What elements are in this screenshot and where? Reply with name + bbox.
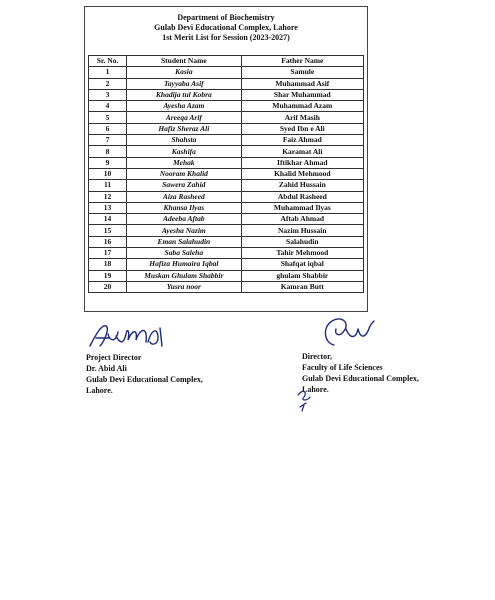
father-name-cell: Kamran Butt	[241, 281, 363, 292]
table-row	[89, 214, 364, 225]
table-row	[89, 157, 364, 168]
table-row	[89, 168, 364, 179]
father-name-cell: Shar Muhammad	[241, 89, 363, 100]
column-header-student-name: Student Name	[127, 56, 242, 67]
student-name-cell: Ayesha Azam	[127, 101, 242, 112]
table-row	[89, 146, 364, 157]
sr-no-cell: 19	[89, 270, 127, 281]
sr-no-cell: 12	[89, 191, 127, 202]
column-header-sr-no: Sr. No.	[89, 56, 127, 67]
table-row	[89, 101, 364, 112]
merit-list-title: 1st Merit List for Session (2023-2027)	[162, 33, 290, 42]
student-name-cell: Kasia	[127, 67, 242, 78]
sr-no-cell: 6	[89, 123, 127, 134]
father-name-cell: Iftikhar Ahmad	[241, 157, 363, 168]
student-name-cell: Areeqa Arif	[127, 112, 242, 123]
student-name-cell: Aiza Rasheed	[127, 191, 242, 202]
left-signer-name: Dr. Abid Ali	[86, 364, 127, 373]
student-name-cell: Yusra noor	[127, 281, 242, 292]
father-name-cell: Arif Masih	[241, 112, 363, 123]
table-row	[89, 270, 364, 281]
father-name-cell: Zahid Hussain	[241, 180, 363, 191]
sr-no-cell: 9	[89, 157, 127, 168]
table-row	[89, 78, 364, 89]
student-name-cell: Hafiza Humaira Iqbal	[127, 259, 242, 270]
table-row	[89, 89, 364, 100]
student-name-cell: Eman Salahudin	[127, 236, 242, 247]
sr-no-cell: 1	[89, 67, 127, 78]
table-row	[89, 259, 364, 270]
father-name-cell: Tahir Mehmood	[241, 248, 363, 259]
table-row	[89, 225, 364, 236]
merit-table	[88, 55, 364, 293]
sr-no-cell: 13	[89, 202, 127, 213]
table-row	[89, 191, 364, 202]
director-signature	[316, 315, 406, 351]
sr-no-cell: 17	[89, 248, 127, 259]
table-row	[89, 135, 364, 146]
father-name-cell: Muhammad Azam	[241, 101, 363, 112]
student-name-cell: Sawera Zahid	[127, 180, 242, 191]
student-name-cell: Khansa Ilyas	[127, 202, 242, 213]
student-name-cell: Nooram Khalid	[127, 168, 242, 179]
sr-no-cell: 3	[89, 89, 127, 100]
right-signer-city: Lahore.	[302, 385, 329, 394]
student-name-cell: Mehak	[127, 157, 242, 168]
document-header	[85, 13, 367, 43]
column-header-father-name: Father Name	[241, 56, 363, 67]
student-name-cell: Kashifa	[127, 146, 242, 157]
father-name-cell: ghulam Shabbir	[241, 270, 363, 281]
father-name-cell: Syed Ibn e Ali	[241, 123, 363, 134]
father-name-cell: Shafqat iqbal	[241, 259, 363, 270]
sr-no-cell: 5	[89, 112, 127, 123]
sr-no-cell: 16	[89, 236, 127, 247]
sr-no-cell: 14	[89, 214, 127, 225]
sr-no-cell: 2	[89, 78, 127, 89]
director-signature-block	[302, 315, 492, 395]
father-name-cell: Faiz Ahmad	[241, 135, 363, 146]
table-row	[89, 180, 364, 191]
father-name-cell: Abdul Rasheed	[241, 191, 363, 202]
father-name-cell: Salahudin	[241, 236, 363, 247]
sr-no-cell: 7	[89, 135, 127, 146]
father-name-cell: Muhammad Asif	[241, 78, 363, 89]
right-signer-dept: Faculty of Life Sciences	[302, 363, 383, 372]
institution-title: Gulab Devi Educational Complex, Lahore	[154, 23, 298, 32]
table-row	[89, 248, 364, 259]
father-name-cell: Karamat Ali	[241, 146, 363, 157]
student-name-cell: Saba Saleha	[127, 248, 242, 259]
table-row	[89, 112, 364, 123]
sr-no-cell: 18	[89, 259, 127, 270]
sr-no-cell: 20	[89, 281, 127, 292]
father-name-cell: Muhammad Ilyas	[241, 202, 363, 213]
sr-no-cell: 10	[89, 168, 127, 179]
student-name-cell: Muskan Ghulam Shabbir	[127, 270, 242, 281]
student-name-cell: Adeeba Aftab	[127, 214, 242, 225]
father-name-cell: Nazim Hussain	[241, 225, 363, 236]
sr-no-cell: 15	[89, 225, 127, 236]
table-row	[89, 236, 364, 247]
initials-mark	[294, 387, 316, 413]
right-signer-title: Director,	[302, 352, 332, 361]
left-signer-title: Project Director	[86, 353, 142, 362]
left-signer-org: Gulab Devi Educational Complex,	[86, 375, 203, 384]
father-name-cell: Samule	[241, 67, 363, 78]
table-row	[89, 281, 364, 292]
right-signer-org: Gulab Devi Educational Complex,	[302, 374, 419, 383]
table-row	[89, 67, 364, 78]
project-director-signature	[86, 320, 196, 352]
student-name-cell: Hafiz Sheraz Ali	[127, 123, 242, 134]
table-header-row	[89, 56, 364, 67]
sr-no-cell: 11	[89, 180, 127, 191]
left-signer-city: Lahore.	[86, 386, 113, 395]
father-name-cell: Aftab Ahmad	[241, 214, 363, 225]
student-name-cell: Ayesha Nazim	[127, 225, 242, 236]
sr-no-cell: 8	[89, 146, 127, 157]
table-row	[89, 202, 364, 213]
project-director-signature-block	[86, 320, 266, 396]
sr-no-cell: 4	[89, 101, 127, 112]
father-name-cell: Khalid Mehmood	[241, 168, 363, 179]
table-row	[89, 123, 364, 134]
student-name-cell: Khadija tul Kobra	[127, 89, 242, 100]
department-title: Department of Biochemistry	[177, 13, 275, 22]
merit-list-document	[84, 6, 368, 312]
student-name-cell: Shahsta	[127, 135, 242, 146]
student-name-cell: Tayyaba Asif	[127, 78, 242, 89]
